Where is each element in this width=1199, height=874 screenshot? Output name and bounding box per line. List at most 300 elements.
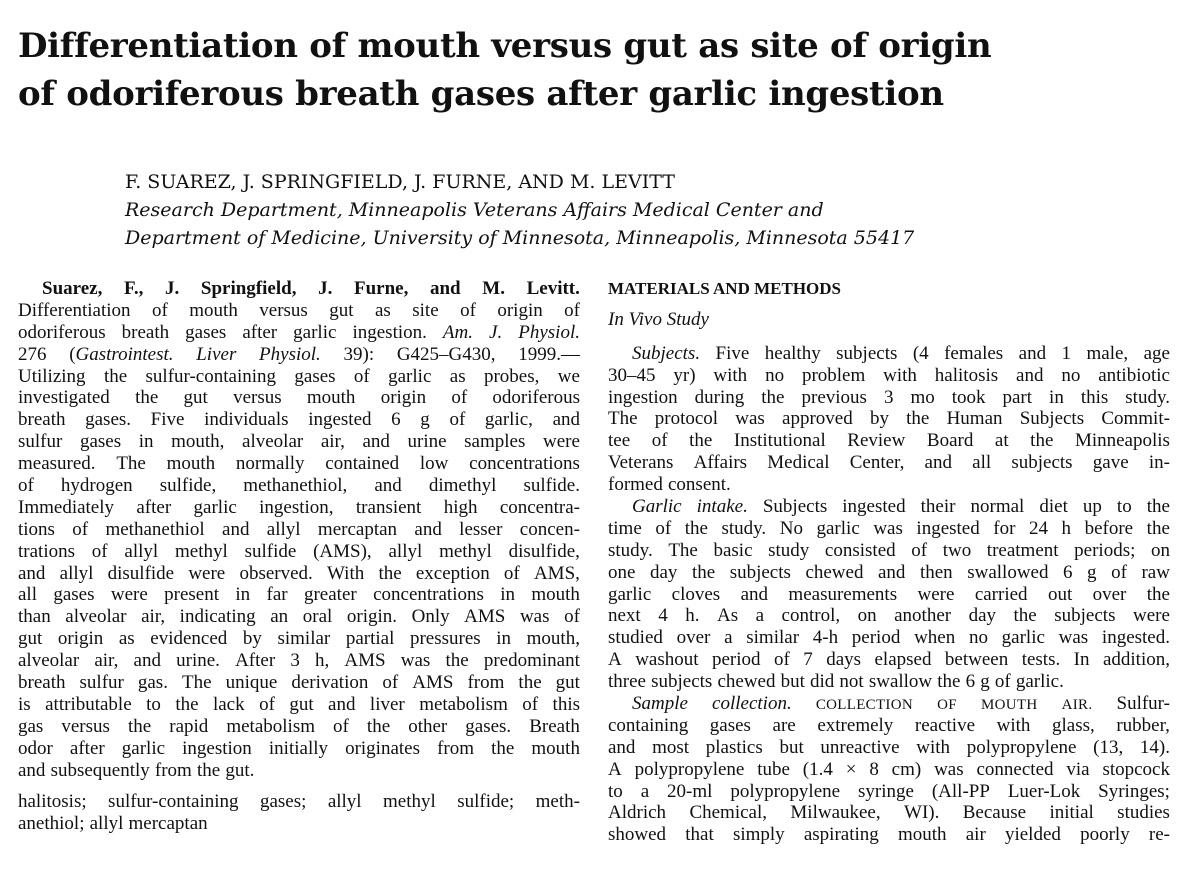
word: liver (369, 693, 405, 715)
word: time (608, 517, 642, 539)
word: up (1082, 496, 1102, 518)
word: to (608, 780, 623, 802)
word: the (491, 737, 515, 759)
word: The (608, 408, 638, 430)
word: are (772, 714, 796, 736)
text-line (18, 387, 580, 409)
word: tee (608, 430, 631, 452)
word: 3 (290, 650, 300, 672)
word: and (608, 736, 636, 758)
word: mercaptan (317, 518, 398, 540)
word: WI). (904, 802, 940, 824)
word: transient (355, 496, 422, 518)
word: previous (801, 386, 867, 408)
word: rapid (169, 715, 209, 737)
word: gases (185, 321, 227, 343)
title-line: Differentiation of mouth versus gut as site of origin (18, 26, 992, 66)
text-line (18, 453, 580, 475)
word: derivation (291, 672, 369, 694)
word: Subjects. (632, 342, 701, 364)
word: were (542, 431, 580, 453)
word: Medical (767, 452, 830, 474)
word: polypropylene (730, 780, 841, 802)
word: far (266, 584, 288, 606)
word: diet (1039, 496, 1068, 518)
word: after (69, 737, 105, 759)
word: similar (746, 627, 800, 649)
word: Am. (442, 321, 473, 343)
word: Veterans (608, 452, 674, 474)
word: g (420, 409, 430, 431)
text-line (608, 474, 1170, 496)
word: was (519, 606, 550, 628)
word: allyl (327, 791, 362, 813)
word: 30–45 (608, 364, 656, 386)
word: two (942, 539, 972, 561)
word: Only (411, 606, 450, 628)
word: three (608, 671, 646, 693)
word: Because (962, 802, 1027, 824)
word: 4 (658, 605, 668, 627)
text-line (608, 562, 1170, 584)
word: gut (18, 628, 43, 650)
word: male, (1086, 342, 1129, 364)
text-line (608, 387, 1170, 409)
word: with (916, 736, 951, 758)
word: 1999.— (518, 343, 580, 365)
word: 3 (883, 386, 894, 408)
word: cloves (671, 583, 721, 605)
word: studies (1117, 802, 1170, 824)
word: on (1150, 539, 1170, 561)
word: J. (489, 321, 503, 343)
word: as (118, 628, 135, 650)
word: elapsed (874, 649, 932, 671)
word: of (18, 475, 34, 497)
word: sulfide. (523, 475, 580, 497)
word: The (181, 672, 212, 694)
word: via (1066, 758, 1090, 780)
word: sulfur (79, 672, 124, 694)
word: A (608, 758, 622, 780)
word: polypropylene (634, 758, 745, 780)
word: subjects (1011, 452, 1073, 474)
word: allyl (89, 813, 124, 835)
word: during (694, 386, 745, 408)
word: a (724, 627, 733, 649)
word: of (152, 299, 168, 321)
word: predominant (483, 650, 580, 672)
word: the (684, 517, 708, 539)
word: subjects (1054, 605, 1116, 627)
text-line (18, 813, 580, 835)
word: next (608, 605, 641, 627)
word: mouth (306, 387, 356, 409)
word: but (779, 736, 804, 758)
text-line (608, 649, 1170, 671)
word: Immediately (18, 496, 115, 518)
word: day (649, 561, 678, 583)
word: no (765, 364, 785, 386)
word: period (851, 627, 901, 649)
word: mouth (189, 299, 238, 321)
word: mercaptan (128, 813, 208, 835)
word: As (716, 605, 739, 627)
word: and (374, 475, 402, 497)
word: that (685, 824, 714, 846)
word: (13, (1093, 736, 1124, 758)
word: dimethyl (428, 475, 497, 497)
affiliation-line: Research Department, Minneapolis Veterans Affairs Medical Center and (125, 199, 824, 221)
word: disulfide (107, 562, 175, 584)
word: tube (757, 758, 790, 780)
word: trations (18, 540, 75, 562)
text-line (18, 344, 580, 366)
word: methanethiol, (243, 475, 348, 497)
word: garlic (608, 583, 652, 605)
word: unique (225, 672, 278, 694)
word: of (522, 693, 539, 715)
word: A (608, 649, 622, 671)
word: polypropylene (966, 736, 1077, 758)
word: to (146, 693, 161, 715)
word: air, (320, 431, 345, 453)
word: this (552, 693, 580, 715)
word: 8 (869, 758, 879, 780)
word: and (133, 650, 161, 672)
word: g (980, 671, 990, 693)
word: simply (732, 824, 785, 846)
word: over (1092, 583, 1127, 605)
word: of (72, 518, 89, 540)
text-line (608, 518, 1170, 540)
word: in (496, 628, 512, 650)
word: halitosis; (18, 791, 87, 813)
word: the (445, 650, 469, 672)
word: originates (345, 737, 421, 759)
word: lack (212, 693, 245, 715)
text-line (608, 802, 1170, 824)
word: attributable (45, 693, 132, 715)
word: disulfide, (508, 540, 580, 562)
word: methanethiol (105, 518, 205, 540)
word: Commit- (1101, 408, 1170, 430)
byline (125, 168, 914, 252)
word: partial (345, 628, 395, 650)
word: sulfur (18, 431, 63, 453)
word: of (91, 540, 108, 562)
word: poorly (1080, 824, 1130, 846)
text-line (18, 519, 580, 541)
word: were (188, 562, 226, 584)
word: Springfield, (200, 278, 297, 299)
word: OF (937, 697, 957, 714)
word: healthy (764, 342, 821, 364)
word: chewed (805, 561, 864, 583)
word: cm) (891, 758, 922, 780)
word: measured. (18, 453, 96, 475)
word: Liver (196, 343, 237, 365)
word: garlic. (1015, 671, 1064, 693)
word: gut (183, 387, 208, 409)
word: methyl (175, 540, 228, 562)
word: chewed (717, 671, 776, 693)
word: present (164, 584, 220, 606)
word: AMS (412, 672, 454, 694)
word: gases (709, 714, 751, 736)
word: and (740, 583, 769, 605)
word: 7 (803, 649, 813, 671)
word: were (110, 584, 148, 606)
text-line (608, 408, 1170, 430)
word: was (873, 517, 903, 539)
word: Review (847, 430, 906, 452)
word: re- (1148, 824, 1170, 846)
word: concentra- (499, 496, 580, 518)
word: urine (407, 431, 447, 453)
word: gas (18, 715, 44, 737)
word: subjects (836, 342, 898, 364)
text-line (18, 716, 580, 738)
word: were (1132, 605, 1170, 627)
word: breath (121, 321, 170, 343)
text-line (18, 563, 580, 585)
word: Utilizing (18, 365, 86, 387)
word: AMS (344, 650, 386, 672)
text-line (18, 322, 580, 344)
text-line (18, 497, 580, 519)
word: to (1116, 496, 1132, 518)
word: of (449, 409, 466, 431)
word: in (235, 584, 251, 606)
word: period (711, 649, 761, 671)
word: Center, (849, 452, 905, 474)
word: with (713, 364, 748, 386)
word: sulfide; (457, 791, 515, 813)
word: connected (976, 758, 1054, 780)
word: and (18, 759, 46, 781)
word: for (993, 517, 1016, 539)
word: J. (318, 278, 333, 299)
word: containing (608, 714, 689, 736)
word: sulfide, (159, 475, 217, 497)
word: The (668, 539, 698, 561)
text-line (18, 409, 580, 431)
word: as (374, 299, 391, 321)
text-line (608, 824, 1170, 846)
word: mouth, (526, 628, 580, 650)
word: rubber, (1116, 714, 1170, 736)
word: and (18, 562, 46, 584)
word: ingested (308, 409, 372, 431)
word: other (408, 715, 448, 737)
text-line (608, 430, 1170, 452)
word: a (755, 605, 765, 627)
word: when (914, 627, 956, 649)
word: Affairs (693, 452, 748, 474)
word: h, (314, 650, 330, 672)
word: the (691, 561, 716, 583)
word: of (564, 606, 580, 628)
word: gases (79, 431, 122, 453)
word: was (400, 650, 431, 672)
word: ingestion, (259, 496, 334, 518)
word: 24 (1029, 517, 1048, 539)
text-line (18, 431, 580, 453)
word: at (994, 430, 1009, 452)
word: (All-PP (931, 780, 990, 802)
word: part (1002, 386, 1033, 408)
text-line (18, 738, 580, 760)
word: plastics (705, 736, 763, 758)
word: is (18, 693, 31, 715)
word: 1 (1061, 342, 1072, 364)
word: the (518, 672, 542, 694)
word: allyl (59, 562, 94, 584)
word: Levitt. (526, 278, 580, 299)
word: air, (141, 606, 166, 628)
word: (Gastrointest. (69, 343, 174, 365)
word: of (333, 715, 349, 737)
word: the (366, 715, 391, 737)
word: h (1061, 517, 1072, 539)
word: hydrogen (60, 475, 133, 497)
text-line (608, 452, 1170, 474)
word: gases (294, 365, 336, 387)
word: ingestion (182, 737, 252, 759)
word: gut (555, 672, 580, 694)
word: Syringes; (1098, 780, 1170, 802)
word: After (235, 650, 276, 672)
word: F., (123, 278, 144, 299)
word: swallow (868, 671, 933, 693)
word: with (996, 714, 1031, 736)
word: 39): (343, 343, 375, 365)
word: exception (415, 562, 490, 584)
word: most (652, 736, 690, 758)
word: M. (482, 278, 505, 299)
word: Physiol. (518, 321, 580, 343)
word: reactive (914, 714, 976, 736)
word: COLLECTION (815, 697, 913, 714)
word: washout (635, 649, 699, 671)
word: Breath (529, 715, 580, 737)
word: no (1061, 364, 1081, 386)
text-line (608, 715, 1170, 737)
word: garlic (293, 321, 337, 343)
word: the (1030, 430, 1054, 452)
word: lesser (459, 518, 503, 540)
word: unreactive (820, 736, 900, 758)
word: the (1146, 496, 1170, 518)
title-line: of odoriferous breath gases after garlic ingestion (18, 74, 944, 114)
affiliation-line: Department of Medicine, University of Minnesota, Minneapolis, Minnesota 55417 (125, 227, 915, 249)
word: evidenced (150, 628, 228, 650)
word: indicating (179, 606, 256, 628)
word: with (883, 364, 917, 386)
text-line (18, 672, 580, 694)
word: subsequently (50, 759, 150, 781)
keywords (18, 791, 580, 835)
word: studied (608, 627, 663, 649)
text-line (608, 605, 1170, 627)
word: after (242, 321, 278, 343)
word: normal (970, 496, 1025, 518)
word: metabolism (419, 693, 508, 715)
word: of (1111, 561, 1127, 583)
subsection-heading: In Vivo Study (608, 308, 709, 330)
word: metabolism (226, 715, 315, 737)
word: and (222, 518, 250, 540)
word: gut (289, 693, 314, 715)
word: 6 (391, 409, 401, 431)
author-list: F. SUAREZ, J. SPRINGFIELD, J. FURNE, AND M. LEVITT (125, 171, 675, 193)
word: antibiotic (1098, 364, 1170, 386)
word: of (655, 517, 672, 539)
word: individuals (204, 409, 289, 431)
word: allyl (266, 518, 301, 540)
text-line (608, 693, 1170, 715)
word: from (154, 759, 192, 781)
word: Furne, (353, 278, 409, 299)
word: Aldrich (608, 802, 667, 824)
word: from (437, 737, 475, 759)
word: initially (268, 737, 328, 759)
word: of (382, 672, 399, 694)
text-line (18, 628, 580, 650)
word: site (412, 299, 439, 321)
word: tions (18, 518, 55, 540)
word: concentrations (469, 453, 580, 475)
word: The (116, 453, 146, 475)
word: versus (233, 387, 282, 409)
text-line (18, 541, 580, 563)
word: alveolar (18, 650, 80, 672)
word: the (1013, 605, 1037, 627)
word: Chemical, (689, 802, 767, 824)
word: before (1084, 517, 1134, 539)
word: urine. (176, 650, 220, 672)
text-line (18, 650, 580, 672)
word: Garlic (632, 496, 682, 518)
text-line (18, 694, 580, 716)
word: one (608, 561, 636, 583)
word: study. (1125, 386, 1170, 408)
word: MOUTH (980, 697, 1038, 714)
word: females (944, 342, 1004, 364)
text-line (18, 584, 580, 606)
word: garlic (121, 737, 166, 759)
word: study (768, 539, 810, 561)
word: by (242, 628, 262, 650)
section-heading: MATERIALS AND METHODS (608, 279, 841, 298)
word: gases (53, 584, 95, 606)
text-line (608, 627, 1170, 649)
word: day (968, 605, 997, 627)
word: breath (18, 672, 66, 694)
word: then (919, 561, 953, 583)
word: low (419, 453, 449, 475)
word: of (353, 365, 370, 387)
word: concen- (519, 518, 580, 540)
word: were (917, 583, 955, 605)
word: mouth (166, 453, 216, 475)
word: did (810, 671, 835, 693)
word: Sulfur- (1116, 693, 1170, 715)
word: ingestion (608, 386, 678, 408)
word: gut. (225, 759, 255, 781)
word: the (689, 430, 713, 452)
